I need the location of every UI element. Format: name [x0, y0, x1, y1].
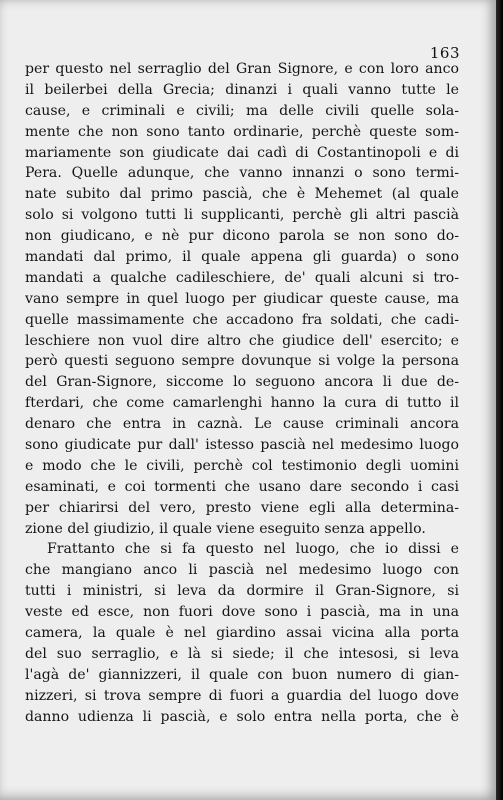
text-line: sono giudicate pur dall' istesso pascià nel medesimo luogo [25, 437, 459, 454]
text-line: Frattanto che si fa questo nel luogo, che io dissi e [47, 541, 459, 558]
text-line: del suo serraglio, e là si siede; il che intesosi, si leva [25, 645, 459, 662]
text-line: per questo nel serraglio del Gran Signore, e con loro anco [25, 61, 459, 77]
text-line: però questi seguono sempre dovunque si volge la persona [25, 353, 459, 370]
text-line: esaminati, e coi tormenti che usano dare secondo i casi [25, 478, 459, 495]
text-line: nate subito dal primo pascià, che è Mehemet (al quale [25, 186, 459, 203]
text-line: del Gran-Signore, siccome lo seguono ancora li due de- [25, 374, 459, 391]
text-line: camera, la quale è nel giardino assai vicina alla porta [25, 625, 459, 642]
text-line: leschiere non vuol dire altro che giudice dell' esercito; e [25, 332, 459, 349]
text-line: mandati a qualche cadileschiere, de' quali alcuni si tro- [25, 269, 459, 286]
text-line: veste ed esce, non fuori dove sono i pascià, ma in una [25, 604, 459, 621]
paragraph-2 [25, 539, 459, 727]
page-edge-shadow [496, 0, 503, 800]
text-line: mandati dal primo, il quale appena gli guarda) o sono [25, 249, 459, 266]
text-line: nizzeri, si trova sempre di fuori a guardia del luogo dove [25, 687, 459, 704]
text-line: denaro che entra in caznà. Le cause criminali ancora [25, 416, 459, 433]
text-line: per chiarirsi del vero, presto viene egli alla determina- [25, 499, 459, 516]
paragraph-1 [25, 59, 459, 539]
text-line: il beilerbei della Grecia; dinanzi i quali vanno tutte le [25, 81, 459, 98]
text-line: vano sempre in quel luogo per giudicar queste cause, ma [25, 290, 459, 307]
page-number: 163 [429, 44, 460, 62]
text-line: fterdari, che come camarlenghi hanno la cura di tutto il [25, 395, 459, 412]
text-line: tutti i ministri, si leva da dormire il Gran-Signore, si [25, 583, 459, 600]
text-line: danno udienza li pascià, e solo entra nella porta, che è [25, 708, 459, 725]
text-line: mariamente son giudicate dai cadì di Costantinopoli e di [25, 144, 459, 161]
text-line: quelle massimamente che accadono fra soldati, che cadi- [25, 311, 459, 328]
text-line: che mangiano anco li pascià nel medesimo luogo con [25, 562, 459, 579]
text-line: solo si volgono tutti li supplicanti, perchè gli altri pascià [25, 207, 459, 224]
text-line: cause, e criminali e civili; ma delle civili quelle sola- [25, 102, 459, 119]
text-line: Pera. Quelle adunque, che vanno innanzi o sono termi- [25, 165, 459, 182]
text-line: zione del giudizio, il quale viene eseguito senza appello. [25, 520, 426, 537]
text-line: non giudicano, e nè pur dicono parola se non sono do- [25, 228, 459, 245]
body-text [25, 59, 459, 728]
text-line: mente che non sono tanto ordinarie, perchè queste som- [25, 123, 459, 140]
text-line: l'agà de' giannizzeri, il quale con buon numero di gian- [25, 666, 459, 683]
text-line: e modo che le civili, perchè col testimonio degli uomini [25, 457, 459, 474]
